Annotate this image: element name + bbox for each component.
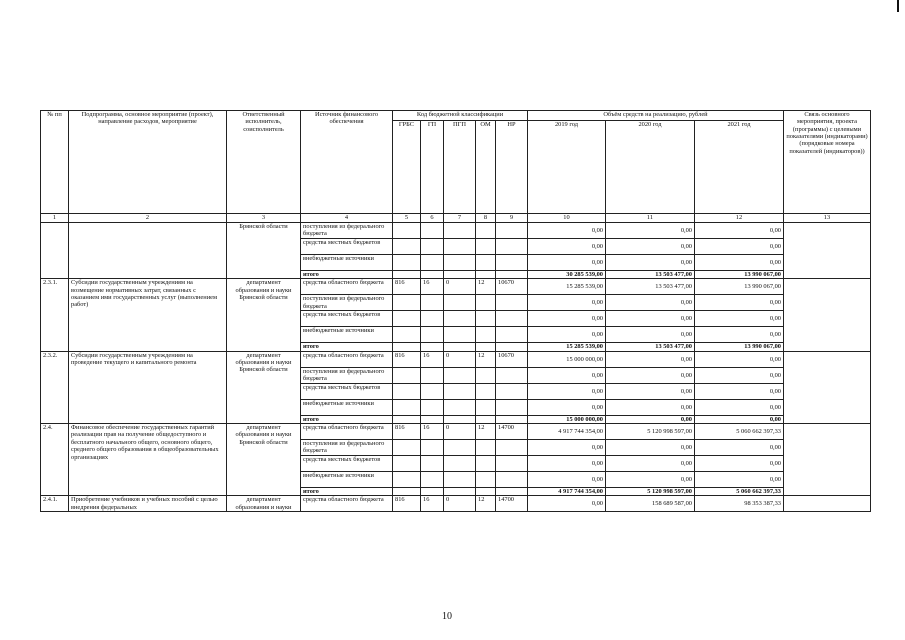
cell-kbk [496,472,528,488]
column-number: 9 [496,214,528,223]
cell-2019: 0,00 [528,399,606,415]
executor-line: образования и науки [235,503,292,511]
cell-2019: 0,00 [528,295,606,311]
cell-kbk [393,440,421,456]
cell-kbk: 16 [421,496,444,512]
executor-line: департамент [246,496,281,504]
cell-source: средства областного бюджета [301,279,393,295]
cell-2021: 0,00 [695,367,784,383]
cell-num [41,223,69,279]
cell-2019: 0,00 [528,496,606,512]
cell-kbk [444,367,476,383]
cell-kbk [496,343,528,351]
header-program: Подпрограмма, основное мероприятие (проект), направление расходов, мероприятие [69,111,227,214]
table-body [41,223,871,512]
cell-kbk: 0 [444,496,476,512]
cell-2020: 0,00 [606,295,695,311]
cell-2019: 15 285 539,00 [528,343,606,351]
cell-kbk: 12 [476,351,496,367]
cell-kbk [444,327,476,343]
cell-program [69,223,227,279]
cell-2020: 13 503 477,00 [606,271,695,279]
cell-2019: 0,00 [528,223,606,239]
column-number: 2 [69,214,227,223]
header-kbk-gp: ГП [421,121,444,214]
cell-kbk [421,456,444,472]
cell-2019: 4 917 744 354,00 [528,488,606,496]
cell-source: средства областного бюджета [301,424,393,440]
cell-kbk: 16 [421,279,444,295]
cell-kbk [444,488,476,496]
header-kbk-nr: НР [496,121,528,214]
cell-kbk [393,488,421,496]
header-volume: Объём средств на реализацию, рублей [528,111,784,121]
cell-2021: 98 353 387,33 [695,496,784,512]
cell-source: внебюджетные источники [301,255,393,271]
cell-2021: 13 990 067,00 [695,279,784,295]
column-number: 4 [301,214,393,223]
cell-kbk: 816 [393,351,421,367]
header-row [41,111,871,121]
column-number: 6 [421,214,444,223]
cell-kbk [476,472,496,488]
cell-kbk [476,415,496,423]
cell-2019: 15 000 000,00 [528,351,606,367]
cell-executor [227,351,301,423]
cell-source: итого [301,488,393,496]
cell-2019: 4 917 744 354,00 [528,424,606,440]
cell-2019: 0,00 [528,440,606,456]
cell-2020: 0,00 [606,311,695,327]
cell-kbk [496,440,528,456]
cell-2020: 0,00 [606,472,695,488]
cell-num: 2.3.1. [41,279,69,351]
cell-source: средства местных бюджетов [301,239,393,255]
cell-kbk [421,295,444,311]
column-number: 10 [528,214,606,223]
cell-kbk [444,295,476,311]
cell-kbk [421,488,444,496]
cell-kbk [444,311,476,327]
cell-2020: 0,00 [606,351,695,367]
cell-source: средства областного бюджета [301,351,393,367]
cell-kbk [496,383,528,399]
cell-kbk [421,440,444,456]
cell-kbk [476,327,496,343]
cell-2020: 0,00 [606,327,695,343]
table-row [41,223,871,239]
cell-kbk [393,472,421,488]
column-number: 13 [784,214,871,223]
cell-kbk [393,415,421,423]
executor-line: образования и науки [235,286,292,294]
cell-2021: 5 060 662 397,33 [695,424,784,440]
cell-2021: 0,00 [695,327,784,343]
cell-program: Субсидии государственным учреждениям на проведение текущего и капитального ремонта [69,351,227,423]
cell-2019: 0,00 [528,327,606,343]
budget-table [40,110,871,512]
cell-kbk [421,327,444,343]
cell-source: поступления из федерального бюджета [301,367,393,383]
executor-line: департамент [246,351,281,359]
cell-kbk [393,343,421,351]
cell-kbk [476,343,496,351]
cell-2021: 0,00 [695,351,784,367]
cell-num: 2.4. [41,424,69,496]
cell-2019: 30 285 539,00 [528,271,606,279]
cell-2021: 0,00 [695,456,784,472]
cell-2021: 0,00 [695,399,784,415]
cell-kbk: 816 [393,279,421,295]
cell-2021: 0,00 [695,383,784,399]
cell-kbk: 14700 [496,496,528,512]
cell-2020: 5 120 998 597,00 [606,488,695,496]
cell-num: 2.3.2. [41,351,69,423]
header-kbk: Код бюджетной классификации [393,111,528,121]
cell-link [784,223,871,279]
cell-kbk [393,456,421,472]
executor-line: Брянской области [239,366,288,374]
table-row [41,351,871,367]
cell-kbk [496,311,528,327]
cell-2019: 0,00 [528,311,606,327]
header-year-2019: 2019 год [528,121,606,214]
cell-2021: 13 990 067,00 [695,271,784,279]
cell-kbk [421,383,444,399]
cell-kbk [496,415,528,423]
cell-2020: 0,00 [606,456,695,472]
cell-kbk [496,327,528,343]
cell-kbk [393,367,421,383]
cell-kbk [421,472,444,488]
cell-link [784,351,871,423]
cell-kbk [393,311,421,327]
cell-2020: 0,00 [606,239,695,255]
cell-2020: 5 120 998 597,00 [606,424,695,440]
cell-kbk [476,295,496,311]
executor-line: образования и науки [235,359,292,367]
cell-kbk: 816 [393,424,421,440]
cell-kbk [444,456,476,472]
cell-2019: 0,00 [528,239,606,255]
cell-program: Финансовое обеспечение государственных гарантий реализации прав на получение общедоступного и бесплатного начального общего, основного общего, среднего общего образования в общеобразовательных организациях [69,424,227,496]
column-number-row [41,214,871,223]
cell-2019: 0,00 [528,383,606,399]
cell-kbk: 16 [421,351,444,367]
column-number: 12 [695,214,784,223]
cell-kbk [476,440,496,456]
cell-kbk [496,488,528,496]
executor-line: департамент [246,424,281,432]
cell-kbk [393,383,421,399]
table-row [41,496,871,512]
cell-source: внебюджетные источники [301,399,393,415]
cell-2021: 0,00 [695,415,784,423]
cell-num: 2.4.1. [41,496,69,512]
cell-source: средства областного бюджета [301,496,393,512]
cell-kbk [476,311,496,327]
cell-kbk: 10670 [496,279,528,295]
cell-kbk [496,367,528,383]
header-year-2020: 2020 год [606,121,695,214]
cell-link [784,279,871,351]
cell-kbk: 16 [421,424,444,440]
table-row [41,424,871,440]
cell-2021: 5 060 662 397,33 [695,488,784,496]
cell-kbk [476,367,496,383]
table-row [41,279,871,295]
cell-kbk [496,295,528,311]
cell-2021: 0,00 [695,440,784,456]
cell-source: поступления из федерального бюджета [301,295,393,311]
cell-kbk [421,415,444,423]
cell-kbk: 0 [444,351,476,367]
scan-edge-mark [897,0,899,12]
cell-kbk [421,367,444,383]
cell-source: средства местных бюджетов [301,311,393,327]
executor-line: образования и науки [235,431,292,439]
header-link: Связь основного мероприятия, проекта (программы) с целевыми показателями (индикаторами) (порядковые номера показателей (индикаторов)) [784,111,871,214]
cell-2019: 0,00 [528,255,606,271]
executor-line: департамент [246,279,281,287]
cell-program: Приобретение учебников и учебных пособий с целью внедрения федеральных [69,496,227,512]
cell-2020: 0,00 [606,223,695,239]
cell-kbk [444,415,476,423]
cell-link [784,424,871,496]
cell-source: средства местных бюджетов [301,383,393,399]
cell-kbk: 0 [444,424,476,440]
cell-program: Субсидии государственным учреждениям на возмещение нормативных затрат, связанных с оказанием ими государственных услуг (выполнением работ) [69,279,227,351]
cell-2021: 0,00 [695,255,784,271]
cell-2019: 15 000 000,00 [528,415,606,423]
cell-2021: 0,00 [695,239,784,255]
cell-source: внебюджетные источники [301,472,393,488]
column-number: 1 [41,214,69,223]
cell-2020: 0,00 [606,415,695,423]
column-number: 11 [606,214,695,223]
cell-kbk [476,488,496,496]
cell-kbk [444,399,476,415]
cell-2020: 0,00 [606,383,695,399]
cell-2019: 0,00 [528,472,606,488]
cell-kbk [496,399,528,415]
cell-kbk: 12 [476,279,496,295]
cell-2019: 0,00 [528,367,606,383]
header-kbk-grbs: ГРБС [393,121,421,214]
header-year-2021: 2021 год [695,121,784,214]
header-num: № пп [41,111,69,214]
cell-kbk [476,399,496,415]
column-number: 8 [476,214,496,223]
executor-line: Брянской области [239,438,288,446]
column-number: 7 [444,214,476,223]
header-kbk-om: ОМ [476,121,496,214]
cell-kbk [444,383,476,399]
cell-2020: 0,00 [606,255,695,271]
cell-source: итого [301,271,393,279]
cell-kbk [393,295,421,311]
cell-source: поступления из федерального бюджета [301,223,393,239]
cell-source: итого [301,343,393,351]
cell-kbk: 10670 [496,351,528,367]
cell-executor [227,279,301,351]
page-number: 10 [442,611,452,622]
column-number: 3 [227,214,301,223]
column-number: 5 [393,214,421,223]
cell-2021: 13 990 067,00 [695,343,784,351]
cell-2021: 0,00 [695,311,784,327]
cell-source: итого [301,415,393,423]
cell-kbk [393,399,421,415]
cell-source: средства местных бюджетов [301,456,393,472]
cell-2020: 0,00 [606,440,695,456]
cell-kbk [444,343,476,351]
cell-2020: 13 503 477,00 [606,279,695,295]
cell-2021: 0,00 [695,472,784,488]
cell-2020: 0,00 [606,367,695,383]
cell-kbk [444,440,476,456]
cell-kbk [476,456,496,472]
cell-link [784,496,871,512]
cell-executor [227,496,301,512]
header-kbk-pgp: ПГП [444,121,476,214]
cell-2020: 158 689 587,00 [606,496,695,512]
executor-line: Брянской области [239,294,288,302]
cell-kbk: 14700 [496,424,528,440]
header-source: Источник финансового обеспечения [301,111,393,214]
cell-2021: 0,00 [695,223,784,239]
cell-kbk: 0 [444,279,476,295]
cell-2019: 15 285 539,00 [528,279,606,295]
cell-kbk [476,383,496,399]
cell-2020: 0,00 [606,399,695,415]
cell-kbk [393,327,421,343]
cell-executor: Брянской области [227,223,301,279]
cell-2021: 0,00 [695,295,784,311]
cell-kbk: 816 [393,496,421,512]
cell-kbk [496,456,528,472]
cell-source: внебюджетные источники [301,327,393,343]
cell-2020: 13 503 477,00 [606,343,695,351]
cell-source: поступления из федерального бюджета [301,440,393,456]
cell-kbk [444,472,476,488]
cell-kbk: 12 [476,424,496,440]
cell-kbk [421,311,444,327]
cell-executor [227,424,301,496]
cell-2019: 0,00 [528,456,606,472]
cell-kbk [421,343,444,351]
cell-kbk: 12 [476,496,496,512]
cell-kbk [421,399,444,415]
header-executor: Ответственный исполнитель, соисполнитель [227,111,301,214]
